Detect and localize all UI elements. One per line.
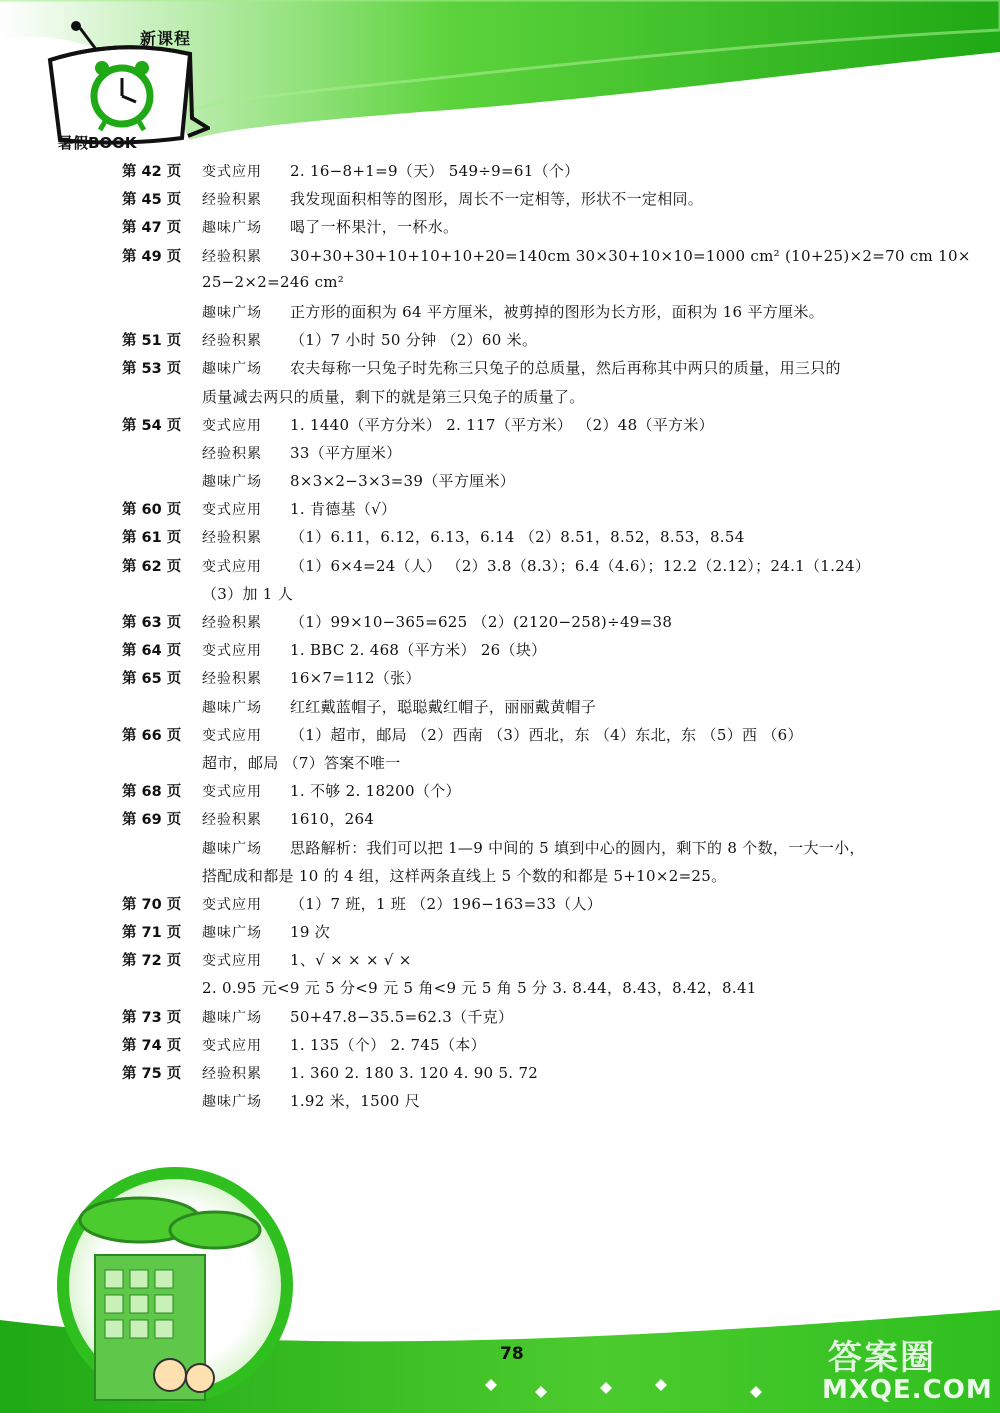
answer-text: 1. 1440（平方分米） 2. 117（平方米） （2）48（平方米） [290, 415, 714, 434]
page-label: 第 72 页 [122, 953, 182, 970]
answer-row [122, 893, 922, 921]
category-label: 变式应用 [202, 502, 262, 519]
category-label: 变式应用 [202, 784, 262, 801]
category-label: 经验积累 [202, 615, 262, 631]
category-label: 趣味广场 [202, 474, 262, 491]
answer-row [122, 526, 922, 554]
answer-row [122, 611, 922, 639]
answer-text: 1. 肯德基（√） [290, 500, 397, 519]
answer-text: 1. 360 2. 180 3. 120 4. 90 5. 72 [290, 1064, 539, 1082]
answer-row [122, 498, 922, 526]
page-label: 第 54 页 [122, 417, 182, 434]
category-label: 趣味广场 [202, 304, 262, 321]
page-label: 第 71 页 [122, 925, 182, 942]
answer-text: （1）超市，邮局 （2）西南 （3）西北，东 （4）东北，东 （5）西 （6） [290, 725, 803, 744]
answer-text: 搭配成和都是 10 的 4 组，这样两条直线上 5 个数的和都是 5+10×2=25。 [202, 866, 727, 885]
answer-text: 8×3×2−3×3=39（平方厘米） [290, 472, 516, 491]
page-label: 第 53 页 [122, 361, 182, 378]
watermark-url-text: MXQE.COM [822, 1375, 993, 1405]
watermark-logo-text: 答案圈 [828, 1338, 936, 1378]
category-label: 经验积累 [202, 445, 262, 462]
page-number: 78 [500, 1344, 524, 1364]
answer-row [122, 301, 922, 329]
page-label: 第 42 页 [122, 164, 182, 180]
answer-row [122, 1006, 922, 1034]
category-label: 变式应用 [202, 727, 262, 744]
answer-text: （3）加 1 人 [202, 584, 294, 603]
answer-row [122, 808, 922, 836]
answer-text: 红红戴蓝帽子，聪聪戴红帽子，丽丽戴黄帽子 [290, 697, 597, 716]
answer-text: 2. 16−8+1=9（天） 549÷9=61（个） [290, 162, 580, 180]
page-label: 第 49 页 [122, 248, 182, 265]
page-label: 第 51 页 [122, 333, 182, 350]
page-label: 第 64 页 [122, 643, 182, 660]
category-label: 趣味广场 [202, 361, 262, 378]
answer-row [122, 160, 922, 188]
answer-text: 1610，264 [290, 810, 375, 829]
category-label: 趣味广场 [202, 699, 262, 716]
category-label: 经验积累 [202, 248, 262, 265]
logo-series-text: 新课程 [140, 29, 192, 48]
page-label: 第 65 页 [122, 671, 182, 688]
page-label: 第 60 页 [122, 502, 182, 519]
answer-row-continuation [122, 977, 922, 1005]
answer-row [122, 696, 922, 724]
page-label: 第 70 页 [122, 896, 182, 913]
answer-row [122, 837, 922, 865]
answer-row [122, 442, 922, 470]
answer-row [122, 639, 922, 667]
answer-text: 喝了一杯果汁，一杯水。 [290, 218, 459, 237]
category-label: 趣味广场 [202, 1094, 262, 1111]
answer-row-continuation [122, 583, 922, 611]
category-label: 经验积累 [202, 1066, 262, 1082]
answer-text: （1）6×4=24（人） （2）3.8（8.3）；6.4（4.6）；12.2（2.12）；24.1（1.24） [290, 556, 871, 575]
answer-row [122, 357, 922, 385]
page-label: 第 61 页 [122, 530, 182, 547]
answer-text: 33（平方厘米） [290, 443, 402, 462]
answer-row [122, 667, 922, 695]
answer-row [122, 1034, 922, 1062]
category-label: 变式应用 [202, 643, 262, 660]
page-label: 第 63 页 [122, 615, 182, 631]
page-label: 第 74 页 [122, 1037, 182, 1054]
answer-row [122, 414, 922, 442]
category-label: 变式应用 [202, 417, 262, 434]
answer-row [122, 780, 922, 808]
page-label: 第 68 页 [122, 784, 182, 801]
answer-text: 1. 不够 2. 18200（个） [290, 782, 461, 801]
category-label: 趣味广场 [202, 840, 262, 857]
answer-row [122, 188, 922, 216]
logo-book-text: 暑假BOOK [58, 134, 137, 152]
book-logo [40, 18, 210, 158]
category-label: 经验积累 [202, 530, 262, 547]
answer-text: 思路解析：我们可以把 1—9 中间的 5 填到中心的圆内，剩下的 8 个数，一大一小， [290, 838, 865, 857]
answer-text: 1、√ × × × √ × [290, 951, 412, 970]
category-label: 变式应用 [202, 896, 262, 913]
answer-row [122, 555, 922, 583]
answer-text: 1. 135（个） 2. 745（本） [290, 1035, 486, 1054]
answer-text: 质量减去两只的质量，剩下的就是第三只兔子的质量了。 [202, 387, 585, 406]
answer-row [122, 921, 922, 949]
page-label: 第 73 页 [122, 1009, 182, 1026]
answer-row [122, 329, 922, 357]
answer-text: 16×7=112（张） [290, 669, 421, 688]
answer-text: 2. 0.95 元<9 元 5 分<9 元 5 角<9 元 5 角 5 分 3. 8.44，8.43，8.42，8.41 [202, 979, 757, 998]
category-label: 趣味广场 [202, 220, 262, 237]
answer-text: 25−2×2=246 cm² [202, 272, 345, 291]
answer-row-continuation [122, 386, 922, 414]
answer-text: 19 次 [290, 923, 331, 942]
category-label: 经验积累 [202, 333, 262, 350]
answer-text: 1.92 米，1500 尺 [290, 1092, 421, 1111]
answer-row-continuation [122, 865, 922, 893]
answer-text: （1）7 小时 50 分钟 （2）60 米。 [290, 331, 538, 350]
answer-text: 1. BBC 2. 468（平方米） 26（块） [290, 641, 547, 660]
answer-text: 我发现面积相等的图形，周长不一定相等，形状不一定相同。 [290, 190, 704, 209]
page-label: 第 62 页 [122, 558, 182, 575]
category-label: 变式应用 [202, 1037, 262, 1054]
answer-row [122, 470, 922, 498]
answer-row [122, 1062, 922, 1090]
page-label: 第 45 页 [122, 192, 182, 209]
category-label: 变式应用 [202, 558, 262, 575]
category-label: 趣味广场 [202, 1009, 262, 1026]
category-label: 经验积累 [202, 812, 262, 829]
answer-text: 30+30+30+10+10+10+20=140cm 30×30+10×10=1000 cm² (10+25)×2=70 cm 10× [290, 246, 971, 265]
child-icon [154, 1359, 186, 1391]
page-label: 第 69 页 [122, 812, 182, 829]
answer-row [122, 245, 971, 273]
answer-text: 农夫每称一只兔子时先称三只兔子的总质量，然后再称其中两只的质量，用三只的 [290, 359, 841, 378]
answer-row [122, 949, 922, 977]
category-label: 经验积累 [202, 192, 262, 209]
page-label: 第 66 页 [122, 727, 182, 744]
category-label: 趣味广场 [202, 925, 262, 942]
answer-text: 正方形的面积为 64 平方厘米，被剪掉的图形为长方形，面积为 16 平方厘米。 [290, 302, 824, 321]
category-label: 经验积累 [202, 671, 262, 688]
answer-text: 超市，邮局 （7）答案不唯一 [202, 753, 401, 772]
answer-text: （1）99×10−365=625 （2）(2120−258)÷49=38 [290, 613, 673, 631]
page-label: 第 75 页 [122, 1066, 182, 1082]
answer-row-continuation [122, 752, 922, 780]
answer-text: （1）7 班，1 班 （2）196−163=33（人） [290, 894, 603, 913]
answer-row [122, 216, 922, 244]
answer-list [122, 160, 971, 1118]
answer-text: （1）6.11，6.12，6.13，6.14 （2）8.51，8.52，8.53，8.54 [290, 528, 745, 547]
answer-text: 50+47.8−35.5=62.3（千克） [290, 1007, 514, 1026]
answer-row [122, 1090, 922, 1118]
page-label: 第 47 页 [122, 220, 182, 237]
answer-row-continuation [122, 273, 922, 301]
category-label: 变式应用 [202, 953, 262, 970]
category-label: 变式应用 [202, 164, 262, 180]
answer-row [122, 724, 922, 752]
